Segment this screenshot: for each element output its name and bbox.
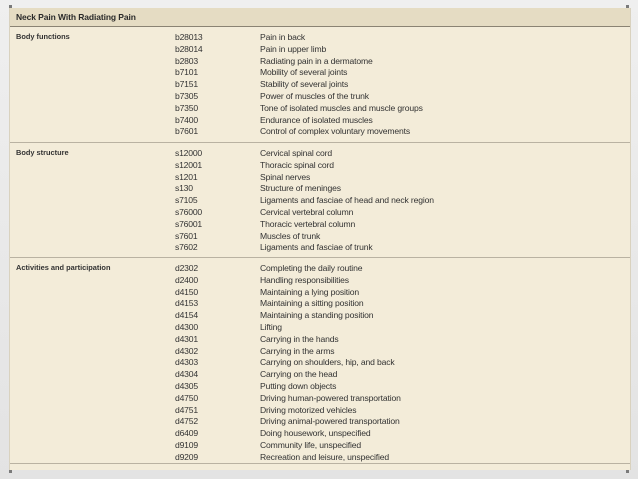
icf-description: Handling responsibilities	[260, 274, 349, 285]
icf-code: b2803	[175, 55, 198, 66]
table-title: Neck Pain With Radiating Pain	[16, 12, 136, 22]
icf-description: Carrying in the hands	[260, 333, 339, 344]
icf-description: Thoracic vertebral column	[260, 218, 356, 229]
icf-table	[9, 8, 631, 470]
icf-description: Radiating pain in a dermatome	[260, 55, 373, 66]
category-label: Body functions	[16, 32, 70, 41]
icf-code: b28013	[175, 32, 203, 42]
icf-code: s1201	[175, 171, 198, 182]
icf-description: Recreation and leisure, unspecified	[260, 451, 389, 462]
icf-code: d4153	[175, 298, 198, 309]
section-body-functions	[10, 27, 630, 142]
icf-description: Endurance of isolated muscles	[260, 114, 373, 125]
icf-description: Structure of meninges	[260, 183, 341, 194]
icf-code: b7101	[175, 67, 198, 78]
category-label: Activities and participation	[16, 263, 111, 272]
icf-code: b7350	[175, 102, 198, 113]
icf-code: d4301	[175, 333, 198, 344]
icf-description: Driving motorized vehicles	[260, 404, 357, 415]
category-label: Body structure	[16, 148, 69, 157]
icf-code: b7601	[175, 126, 198, 137]
icf-description: Carrying on shoulders, hip, and back	[260, 357, 395, 368]
icf-description: Cervical vertebral column	[260, 207, 354, 217]
icf-code: d4750	[175, 392, 198, 403]
section-activities-participation	[10, 257, 630, 464]
icf-code: d4305	[175, 381, 198, 391]
corner-mark	[9, 470, 12, 473]
icf-code: d4154	[175, 310, 198, 321]
icf-description: Mobility of several joints	[260, 67, 348, 78]
icf-description: Maintaining a standing position	[260, 310, 374, 321]
icf-description: Maintaining a sitting position	[260, 298, 364, 309]
icf-code: b7400	[175, 114, 198, 125]
icf-description: Cervical spinal cord	[260, 148, 332, 158]
icf-code: s12000	[175, 148, 202, 158]
icf-code: d4751	[175, 404, 198, 415]
icf-code: d4304	[175, 369, 198, 380]
icf-description: Muscles of trunk	[260, 230, 321, 241]
icf-description: Driving animal-powered transportation	[260, 416, 400, 427]
icf-description: Tone of isolated muscles and muscle groups	[260, 102, 423, 113]
icf-code: d4302	[175, 345, 198, 356]
icf-code: d6409	[175, 428, 198, 439]
icf-description: Lifting	[260, 322, 282, 332]
icf-code: d2302	[175, 263, 198, 273]
icf-description: Putting down objects	[260, 381, 337, 391]
icf-code: s7105	[175, 195, 198, 206]
icf-description: Carrying in the arms	[260, 345, 335, 356]
icf-code: b7151	[175, 79, 198, 90]
icf-description: Maintaining a lying position	[260, 286, 359, 297]
icf-description: Power of muscles of the trunk	[260, 91, 369, 101]
icf-description: Stability of several joints	[260, 79, 349, 90]
icf-description: Carrying on the head	[260, 369, 338, 380]
icf-description: Control of complex voluntary movements	[260, 126, 411, 137]
icf-description: Ligaments and fasciae of head and neck region	[260, 195, 434, 206]
icf-code: d4303	[175, 357, 198, 368]
table-header	[10, 8, 630, 27]
corner-mark	[626, 470, 629, 473]
icf-code: d2400	[175, 274, 198, 285]
icf-code: d4150	[175, 286, 198, 297]
icf-description: Pain in back	[260, 32, 306, 42]
icf-description: Spinal nerves	[260, 171, 311, 182]
icf-description: Ligaments and fasciae of trunk	[260, 242, 373, 253]
icf-code: b28014	[175, 43, 203, 54]
icf-description: Thoracic spinal cord	[260, 159, 334, 170]
section-body-structure	[10, 142, 630, 258]
icf-code: d9209	[175, 451, 198, 462]
icf-description: Community life, unspecified	[260, 440, 362, 450]
icf-description: Pain in upper limb	[260, 43, 327, 54]
icf-code: s12001	[175, 159, 202, 170]
icf-code: d4752	[175, 416, 198, 427]
icf-description: Doing housework, unspecified	[260, 428, 371, 439]
icf-code: d4300	[175, 322, 198, 332]
table-bottom-rule	[10, 463, 630, 464]
icf-code: d9109	[175, 440, 198, 450]
icf-code: s7601	[175, 230, 198, 241]
icf-code: s76001	[175, 218, 202, 229]
icf-code: s76000	[175, 207, 202, 217]
icf-code: s130	[175, 183, 193, 194]
icf-code: b7305	[175, 91, 198, 101]
icf-description: Completing the daily routine	[260, 263, 363, 273]
icf-code: s7602	[175, 242, 198, 253]
icf-description: Driving human-powered transportation	[260, 392, 401, 403]
